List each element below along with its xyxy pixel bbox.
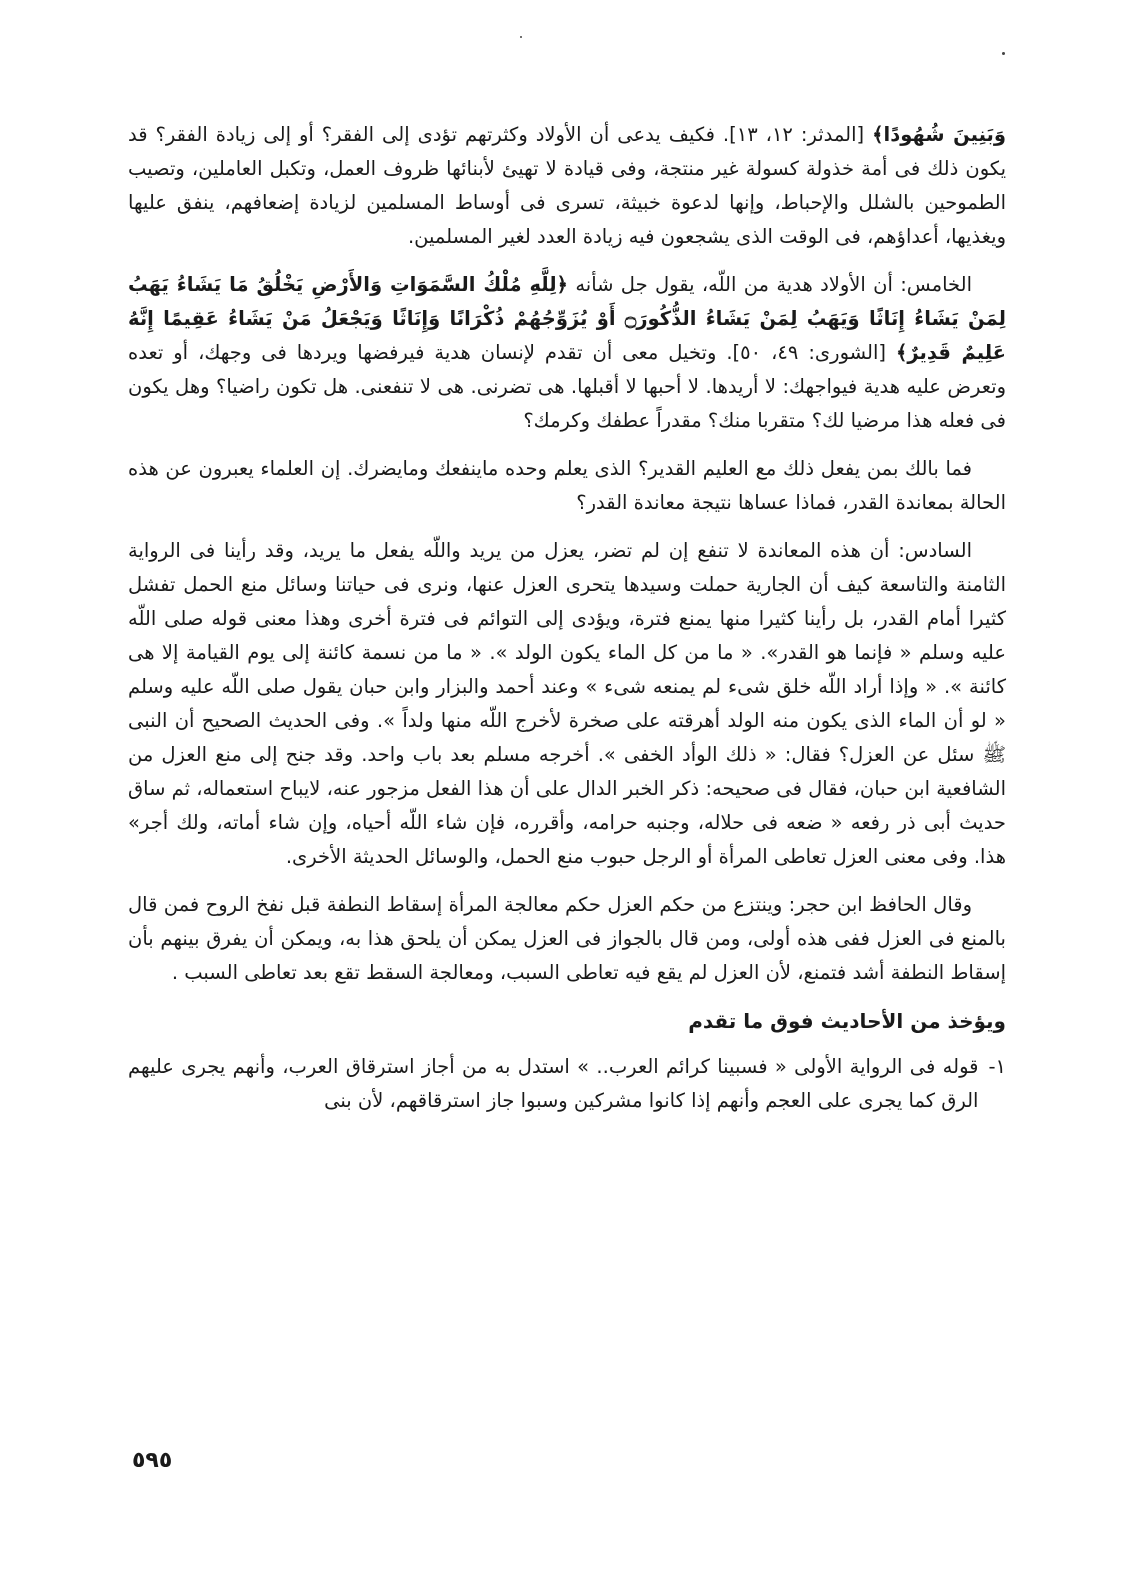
paragraph-4: [128, 534, 1006, 874]
list-item-number: ١-: [988, 1055, 1006, 1078]
paragraph-text: السادس: أن هذه المعاندة لا تنفع إن لم تضر، يعزل من يريد واللّه يفعل ما يريد، وقد رأينا فى الرواية الثامنة والتاسعة كيف أن الجارية حملت وسيدها يتحرى العزل عنها، ونرى فى حياتنا وسائل منع الحمل تفشل كثيرا أمام القدر، بل رأينا كثيرا منها يمنع فترة، ويؤدى إلى التوائم فى فترة أخرى وهذا معنى قوله صلى اللّه عليه وسلم « فإنما هو القدر». « ما من كل الماء يكون الولد ». « ما من نسمة كائنة إلى يوم القيامة إلا هى كائنة ». « وإذا أراد اللّه خلق شىء لم يمنعه شىء » وعند أحمد والبزار وابن حبان يقول صلى اللّه عليه وسلم « لو أن الماء الذى يكون منه الولد أهرقته على صخرة لأخرج اللّه منها ولداً ». وفى الحديث الصحيح أن النبى ﷺ سئل عن العزل؟ فقال: « ذلك الوأد الخفى ». أخرجه مسلم بعد باب واحد. وقد جنح إلى منع العزل من الشافعية ابن حبان، فقال فى صحيحه: ذكر الخبر الدال على أن هذا الفعل مزجور عنه، لايباح استعماله، ثم ساق حديث أبى ذر رفعه « ضعه فى حلاله، وجنبه حرامه، وأقرره، فإن شاء اللّه أحياه، وإن شاء أماته، ولك أجر» هذا. وفى معنى العزل تعاطى المرأة أو الرجل حبوب منع الحمل، والوسائل الحديثة الأخرى.: [128, 539, 1006, 868]
paragraph-text: فما بالك بمن يفعل ذلك مع العليم القدير؟ الذى يعلم وحده ماينفعك ومايضرك. إن العلماء يعبرون عن هذه الحالة بمعاندة القدر، فماذا عساها نتيجة معاندة القدر؟: [128, 457, 1006, 514]
quran-verse: ﴿لِلَّهِ مُلْكُ السَّمَوَاتِ وَالأَرْضِ يَخْلُقُ مَا يَشَاءُ يَهَبُ لِمَنْ يَشَاءُ إِنَاثًا وَيَهَبُ لِمَنْ يَشَاءُ الذُّكُورَ۝ أَوْ يُزَوِّجُهُمْ ذُكْرَانًا وَإِنَاثًا وَيَجْعَلُ مَنْ يَشَاءُ عَقِيمًا إِنَّهُ عَلِيمٌ قَدِيرٌ﴾: [128, 273, 1007, 364]
scan-speck: [520, 36, 522, 38]
paragraph-text: [الشورى: ٤٩، ٥٠]. وتخيل معى أن تقدم لإنسان هدية فيرفضها ويردها فى وجهك، أو تعده وتعرض عليه هدية فيواجهك: لا أريدها. لا أحبها لا أقبلها. هى تضرنى. هى لا تنفعنى. هل تكون راضيا؟ وهل يكون فى فعله هذا مرضيا لك؟ متقربا منك؟ مقدراً عطفك وكرمك؟: [128, 341, 1006, 432]
section-heading: ويؤخذ من الأحاديث فوق ما تقدم: [688, 1009, 1006, 1033]
page-number: ٥٩٥: [132, 1448, 173, 1473]
quran-verse: وَبَنِينَ شُهُودًا﴾: [872, 123, 1006, 146]
list-item-text: قوله فى الرواية الأولى « فسبينا كرائم العرب.. » استدل به من أجاز استرقاق العرب، وأنهم يجرى عليهم الرق كما يجرى على العجم وأنهم إذا كانوا مشركين وسبوا جاز استرقاقهم، لأن بنى: [128, 1055, 979, 1112]
paragraph-text: [المدثر: ١٢، ١٣]. فكيف يدعى أن الأولاد وكثرتهم تؤدى إلى الفقر؟ أو إلى زيادة الفقر؟ قد يكون ذلك فى أمة خذولة كسولة غير منتجة، وفى قيادة لا تهيئ لأبنائها ظروف العمل، وتكبل العاملين، وتصيب الطموحين بالشلل والإحباط، وإنها لدعوة خبيثة، تسرى فى أوساط المسلمين لزيادة إضعافهم، ينفق عليها ويغذيها، أعداؤهم، فى الوقت الذى يشجعون فيه زيادة العدد لغير المسلمين.: [128, 123, 1006, 248]
list-item: [128, 1050, 1006, 1118]
paragraph-2: [128, 268, 1006, 438]
paragraph-1: [128, 118, 1006, 254]
paragraph-3: [128, 452, 1006, 520]
paragraph-5: [128, 888, 1006, 990]
paragraph-lead: الخامس: أن الأولاد هدية من اللّه، يقول جل شأنه: [567, 273, 972, 296]
paragraph-text: وقال الحافظ ابن حجر: وينتزع من حكم العزل حكم معالجة المرأة إسقاط النطفة قبل نفخ الروح فمن قال بالمنع فى العزل ففى هذه أولى، ومن قال بالجواز فى العزل يمكن أن يلحق هذا به، ويمكن أن يفرق بينهم بأن إسقاط النطفة أشد فتمنع، لأن العزل لم يقع فيه تعاطى السبب، ومعالجة السقط تقع بعد تعاطى السبب .: [128, 893, 1006, 984]
document-page: [128, 118, 1006, 1118]
scan-speck: [1002, 52, 1005, 55]
